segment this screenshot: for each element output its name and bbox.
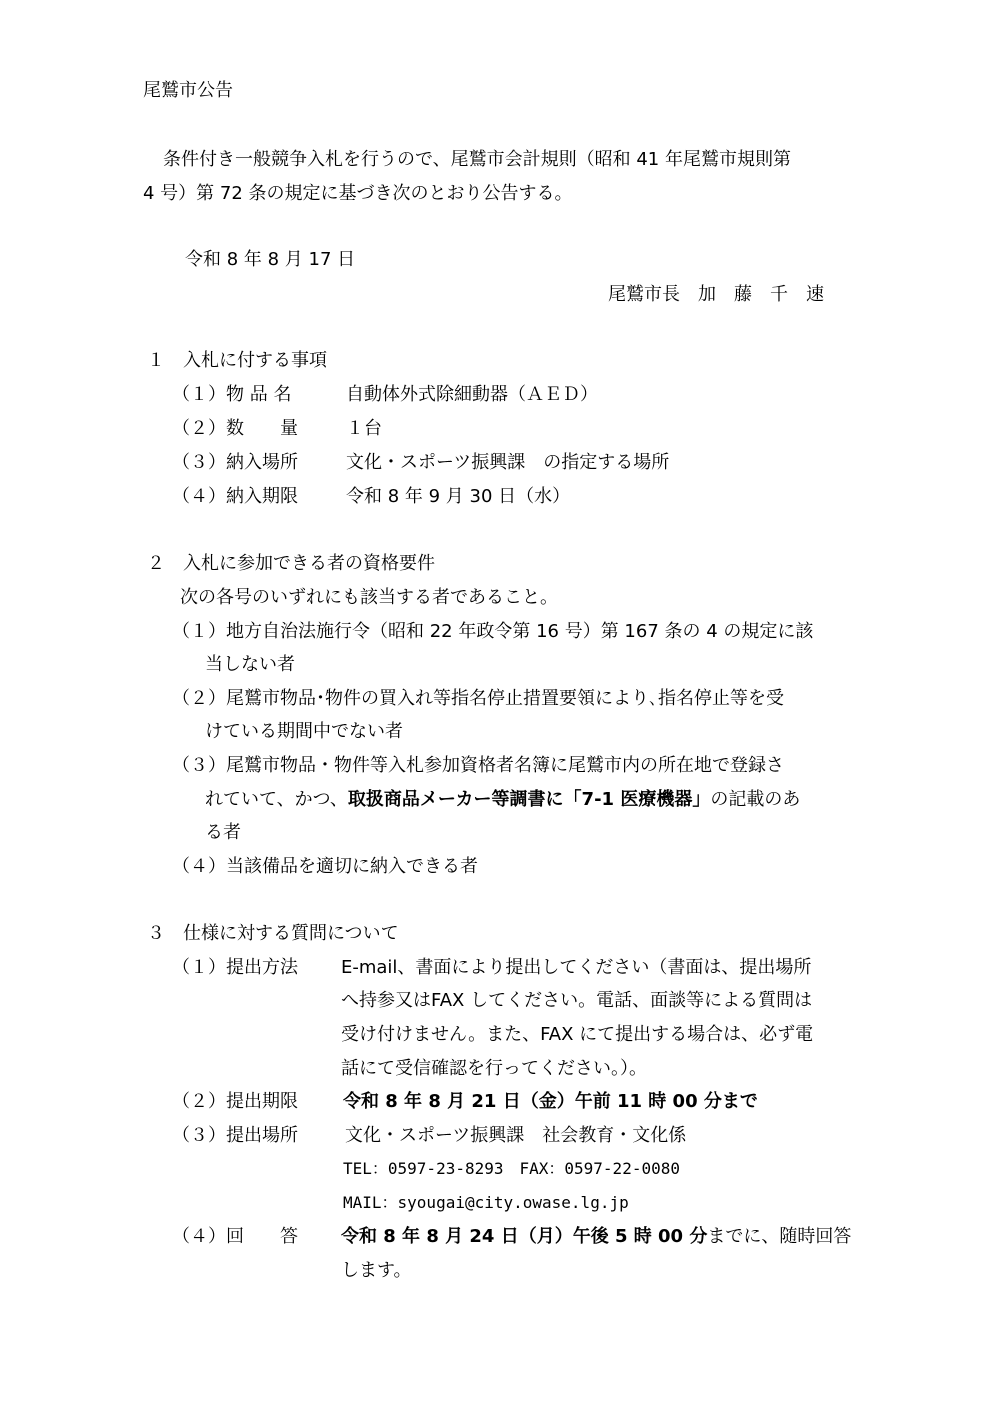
s2-intro: 次の各号のいずれにも該当する者であること。 xyxy=(180,587,558,608)
s3-method-line-4: 話にて受信確認を行ってください。）。 xyxy=(341,1058,647,1079)
s2-item-1-line-1: （１）地方自治法施行令（昭和 22 年政令第 16 号）第 167 条の 4 の規定に該 xyxy=(172,621,814,642)
s3-place-label: （３）提出場所 xyxy=(172,1125,298,1146)
s2-item-3-line-2 xyxy=(205,791,800,809)
s2-item-3-line-2-suffix: の記載のあ xyxy=(710,789,801,810)
s3-place-value: 文化・スポーツ振興課 社会教育・文化係 xyxy=(345,1125,687,1146)
s3-answer-label: （４）回 答 xyxy=(172,1226,298,1247)
s3-method-line-3: 受け付けません。また、FAX にて提出する場合は、必ず電 xyxy=(341,1024,814,1045)
s2-item-1-line-2: 当しない者 xyxy=(205,654,295,675)
preamble-line-2: 4 号）第 72 条の規定に基づき次のとおり公告する。 xyxy=(143,183,573,204)
s1-item-4-value: 令和 8 年 9 月 30 日（水） xyxy=(346,486,571,507)
s3-deadline-value: 令和 8 年 8 月 21 日（金）午前 11 時 00 分まで xyxy=(343,1091,758,1112)
s3-place-mail: MAIL：syougai@city.owase.lg.jp xyxy=(343,1193,629,1212)
s2-item-2-line-1: （２）尾鷲市物品･物件の買入れ等指名停止措置要領により､指名停止等を受 xyxy=(172,688,784,709)
s3-answer-rest: までに、随時回答 xyxy=(707,1226,852,1247)
s3-place-tel-fax: TEL：0597-23-8293 FAX：0597-22-0080 xyxy=(343,1159,680,1178)
s1-item-4-label: （４）納入期限 xyxy=(172,486,298,507)
s1-item-1-label: （１）物 品 名 xyxy=(172,384,292,405)
s3-answer-deadline: 令和 8 年 8 月 24 日（月）午後 5 時 00 分 xyxy=(341,1226,708,1247)
section-2-title: ２ 入札に参加できる者の資格要件 xyxy=(147,553,435,574)
s3-deadline-label: （２）提出期限 xyxy=(172,1091,298,1112)
s1-item-2-label: （２）数 量 xyxy=(172,418,298,439)
s2-item-4: （４）当該備品を適切に納入できる者 xyxy=(172,856,478,877)
s3-answer-line-2: します。 xyxy=(341,1260,412,1281)
preamble-line-1: 条件付き一般競争入札を行うので、尾鷲市会計規則（昭和 41 年尾鷲市規則第 xyxy=(163,149,791,170)
s2-item-3-line-1: （３）尾鷲市物品・物件等入札参加資格者名簿に尾鷲市内の所在地で登録さ xyxy=(172,755,784,776)
s3-answer-line-1 xyxy=(341,1228,851,1246)
s1-item-3-label: （３）納入場所 xyxy=(172,452,298,473)
issuer-heading: 尾鷲市公告 xyxy=(143,80,233,101)
s2-item-3-emphasis: 取扱商品メーカー等調書に「7-1 医療機器」 xyxy=(347,789,711,810)
s2-item-3-line-3: る者 xyxy=(205,822,241,843)
s2-item-2-line-2: けている期間中でない者 xyxy=(205,721,403,742)
notice-date: 令和 8 年 8 月 17 日 xyxy=(185,249,356,270)
s3-method-label: （１）提出方法 xyxy=(172,957,298,978)
s2-item-3-line-2-prefix: れていて、かつ、 xyxy=(205,789,348,810)
section-1-title: １ 入札に付する事項 xyxy=(147,350,327,371)
signatory: 尾鷲市長 加 藤 千 速 xyxy=(608,284,824,305)
s3-method-line-2: へ持参又はFAX してください。電話、面談等による質問は xyxy=(341,990,813,1011)
s1-item-2-value: １台 xyxy=(346,418,382,439)
s3-method-line-1: E-mail、書面により提出してください（書面は、提出場所 xyxy=(341,957,812,978)
section-3-title: ３ 仕様に対する質問について xyxy=(147,923,399,944)
s1-item-3-value: 文化・スポーツ振興課 の指定する場所 xyxy=(346,452,670,473)
s1-item-1-value: 自動体外式除細動器（ＡＥＤ） xyxy=(346,384,598,405)
